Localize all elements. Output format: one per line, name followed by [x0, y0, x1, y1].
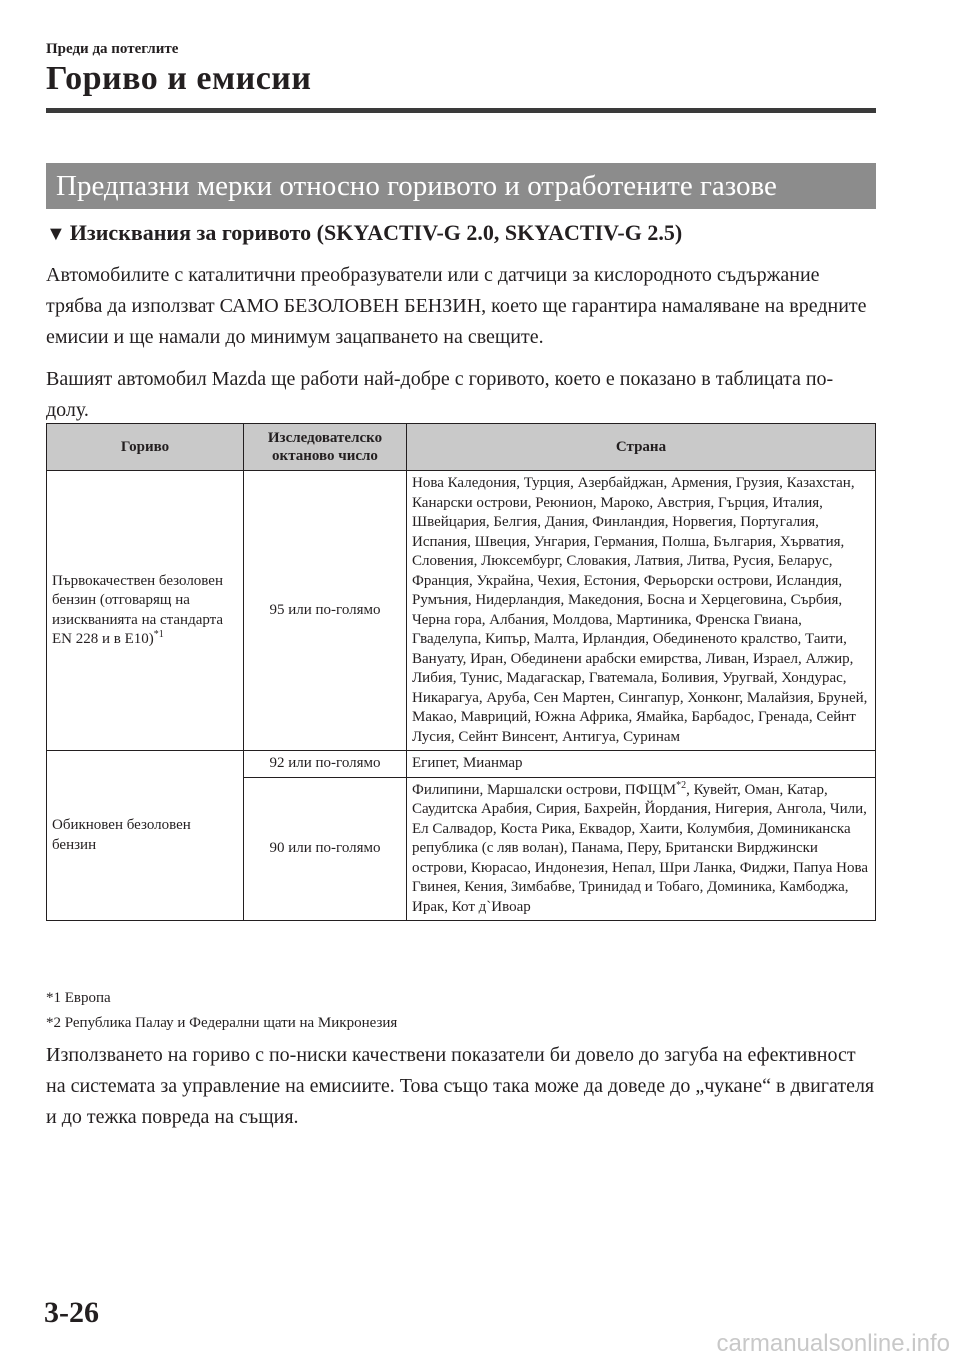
section-title-banner: Предпазни мерки относно горивото и отработените газове [46, 163, 876, 209]
fuel-premium-cell [47, 471, 244, 751]
octane-90-cell: 90 или по-голямо [244, 777, 407, 921]
footnote-ref-1: *1 [153, 629, 164, 640]
triangle-down-icon: ▼ [46, 223, 66, 245]
footnote-2: *2 Република Палау и Федерални щати на Микронезия [46, 1015, 398, 1031]
octane-92-cell: 92 или по-голямо [244, 751, 407, 778]
fuel-premium-text: Първокачествен безоловен бензин (отговарящ на изискванията на стандарта EN 228 и в E10) [52, 572, 224, 647]
chapter-title: Гориво и емисии [46, 60, 312, 97]
countries-90-after: , Кувейт, Оман, Катар, Саудитска Арабия, Сирия, Бахрейн, Йордания, Нигерия, Ангола, Чили, Ел Салвадор, Коста Рика, Еквадор, Хаити, Колумбия, Доминиканска република (с ляв волан), Панама, Перу, Британски Вирджински острови, Кюрасао, Индонезия, Непал, Шри Ланка, Фиджи, Папуа Нова Гвинея, Кения, Зимбабве, Тринидад и Тобаго, Доминика, Камбоджа, Ирак, Кот д`Ивоар [412, 781, 869, 915]
countries-92-cell: Египет, Мианмар [407, 751, 876, 778]
table-header-row [47, 424, 876, 471]
countries-90-before: Филипини, Маршалски острови, ПФЩМ [412, 781, 677, 798]
footnote-ref-2: *2 [676, 779, 687, 791]
countries-90-cell [407, 777, 876, 921]
table-row [47, 751, 876, 778]
page-number: 3-26 [44, 1296, 99, 1329]
footnote-1: *1 Европа [46, 990, 111, 1006]
paragraph-low-quality-warning: Използването на гориво с по-ниски качествени показатели би довело до загуба на ефективност на системата за управление на емисиите. Това също така може да доведе до „чукане“ в двигателя и до тежка повреда на същия. [46, 1044, 875, 1128]
fuel-regular-cell: Обикновен безоловен бензин [47, 751, 244, 921]
subheading [46, 220, 876, 246]
table-row [47, 471, 876, 751]
header-fuel: Гориво [47, 424, 244, 471]
header-country: Страна [407, 424, 876, 471]
subheading-text: Изисквания за горивото (SKYACTIV-G 2.0, SKYACTIV-G 2.5) [69, 220, 683, 245]
watermark: carmanualsonline.info [716, 1330, 950, 1357]
countries-premium-cell: Нова Каледония, Турция, Азербайджан, Армения, Грузия, Казахстан, Канарски острови, Реюнион, Мароко, Австрия, Гърция, Италия, Швейцария, Белгия, Дания, Финландия, Норвегия, Португалия, Испания, Швеция, Унгария, Германия, Полша, България, Хърватия, Словения, Люксембург, Словакия, Латвия, Литва, Русия, Беларус, Франция, Украйна, Чехия, Естония, Ферьорски острови, Исландия, Румъния, Нидерландия, Македония, Босна и Херцеговина, Сърбия, Черна гора, Албания, Молдова, Мартиника, Френска Гвиана, Гваделупа, Кипър, Малта, Ирландия, Обединеното кралство, Таити, Вануату, Иран, Обединени арабски емирства, Ливан, Израел, Алжир, Либия, Тунис, Мадагаскар, Гватемала, Боливия, Уругвай, Хондурас, Никарагуа, Аруба, Сен Мартен, Сингапур, Хонконг, Малайзия, Бруней, Макао, Мавриций, Южна Африка, Ямайка, Барбадос, Гренада, Сейнт Лусия, Сейнт Винсент, Антигуа, Суринам [407, 471, 876, 751]
fuel-table [46, 423, 876, 921]
paragraph-catalytic: Автомобилите с каталитични преобразуватели или с датчици за кислородното съдържание трябва да използват САМО БЕЗОЛОВЕН БЕНЗИН, което ще гарантира намаляване на вредните емисии и ще намали до минимум зацапването на свещите. [46, 264, 867, 348]
octane-95-cell: 95 или по-голямо [244, 471, 407, 751]
header-octane: Изследователско октаново число [244, 424, 407, 471]
chapter-divider [46, 108, 876, 113]
paragraph-recommended-fuel: Вашият автомобил Mazda ще работи най-добре с горивото, което е показано в таблицата по-долу. [46, 368, 834, 421]
breadcrumb: Преди да потеглите [46, 41, 179, 57]
